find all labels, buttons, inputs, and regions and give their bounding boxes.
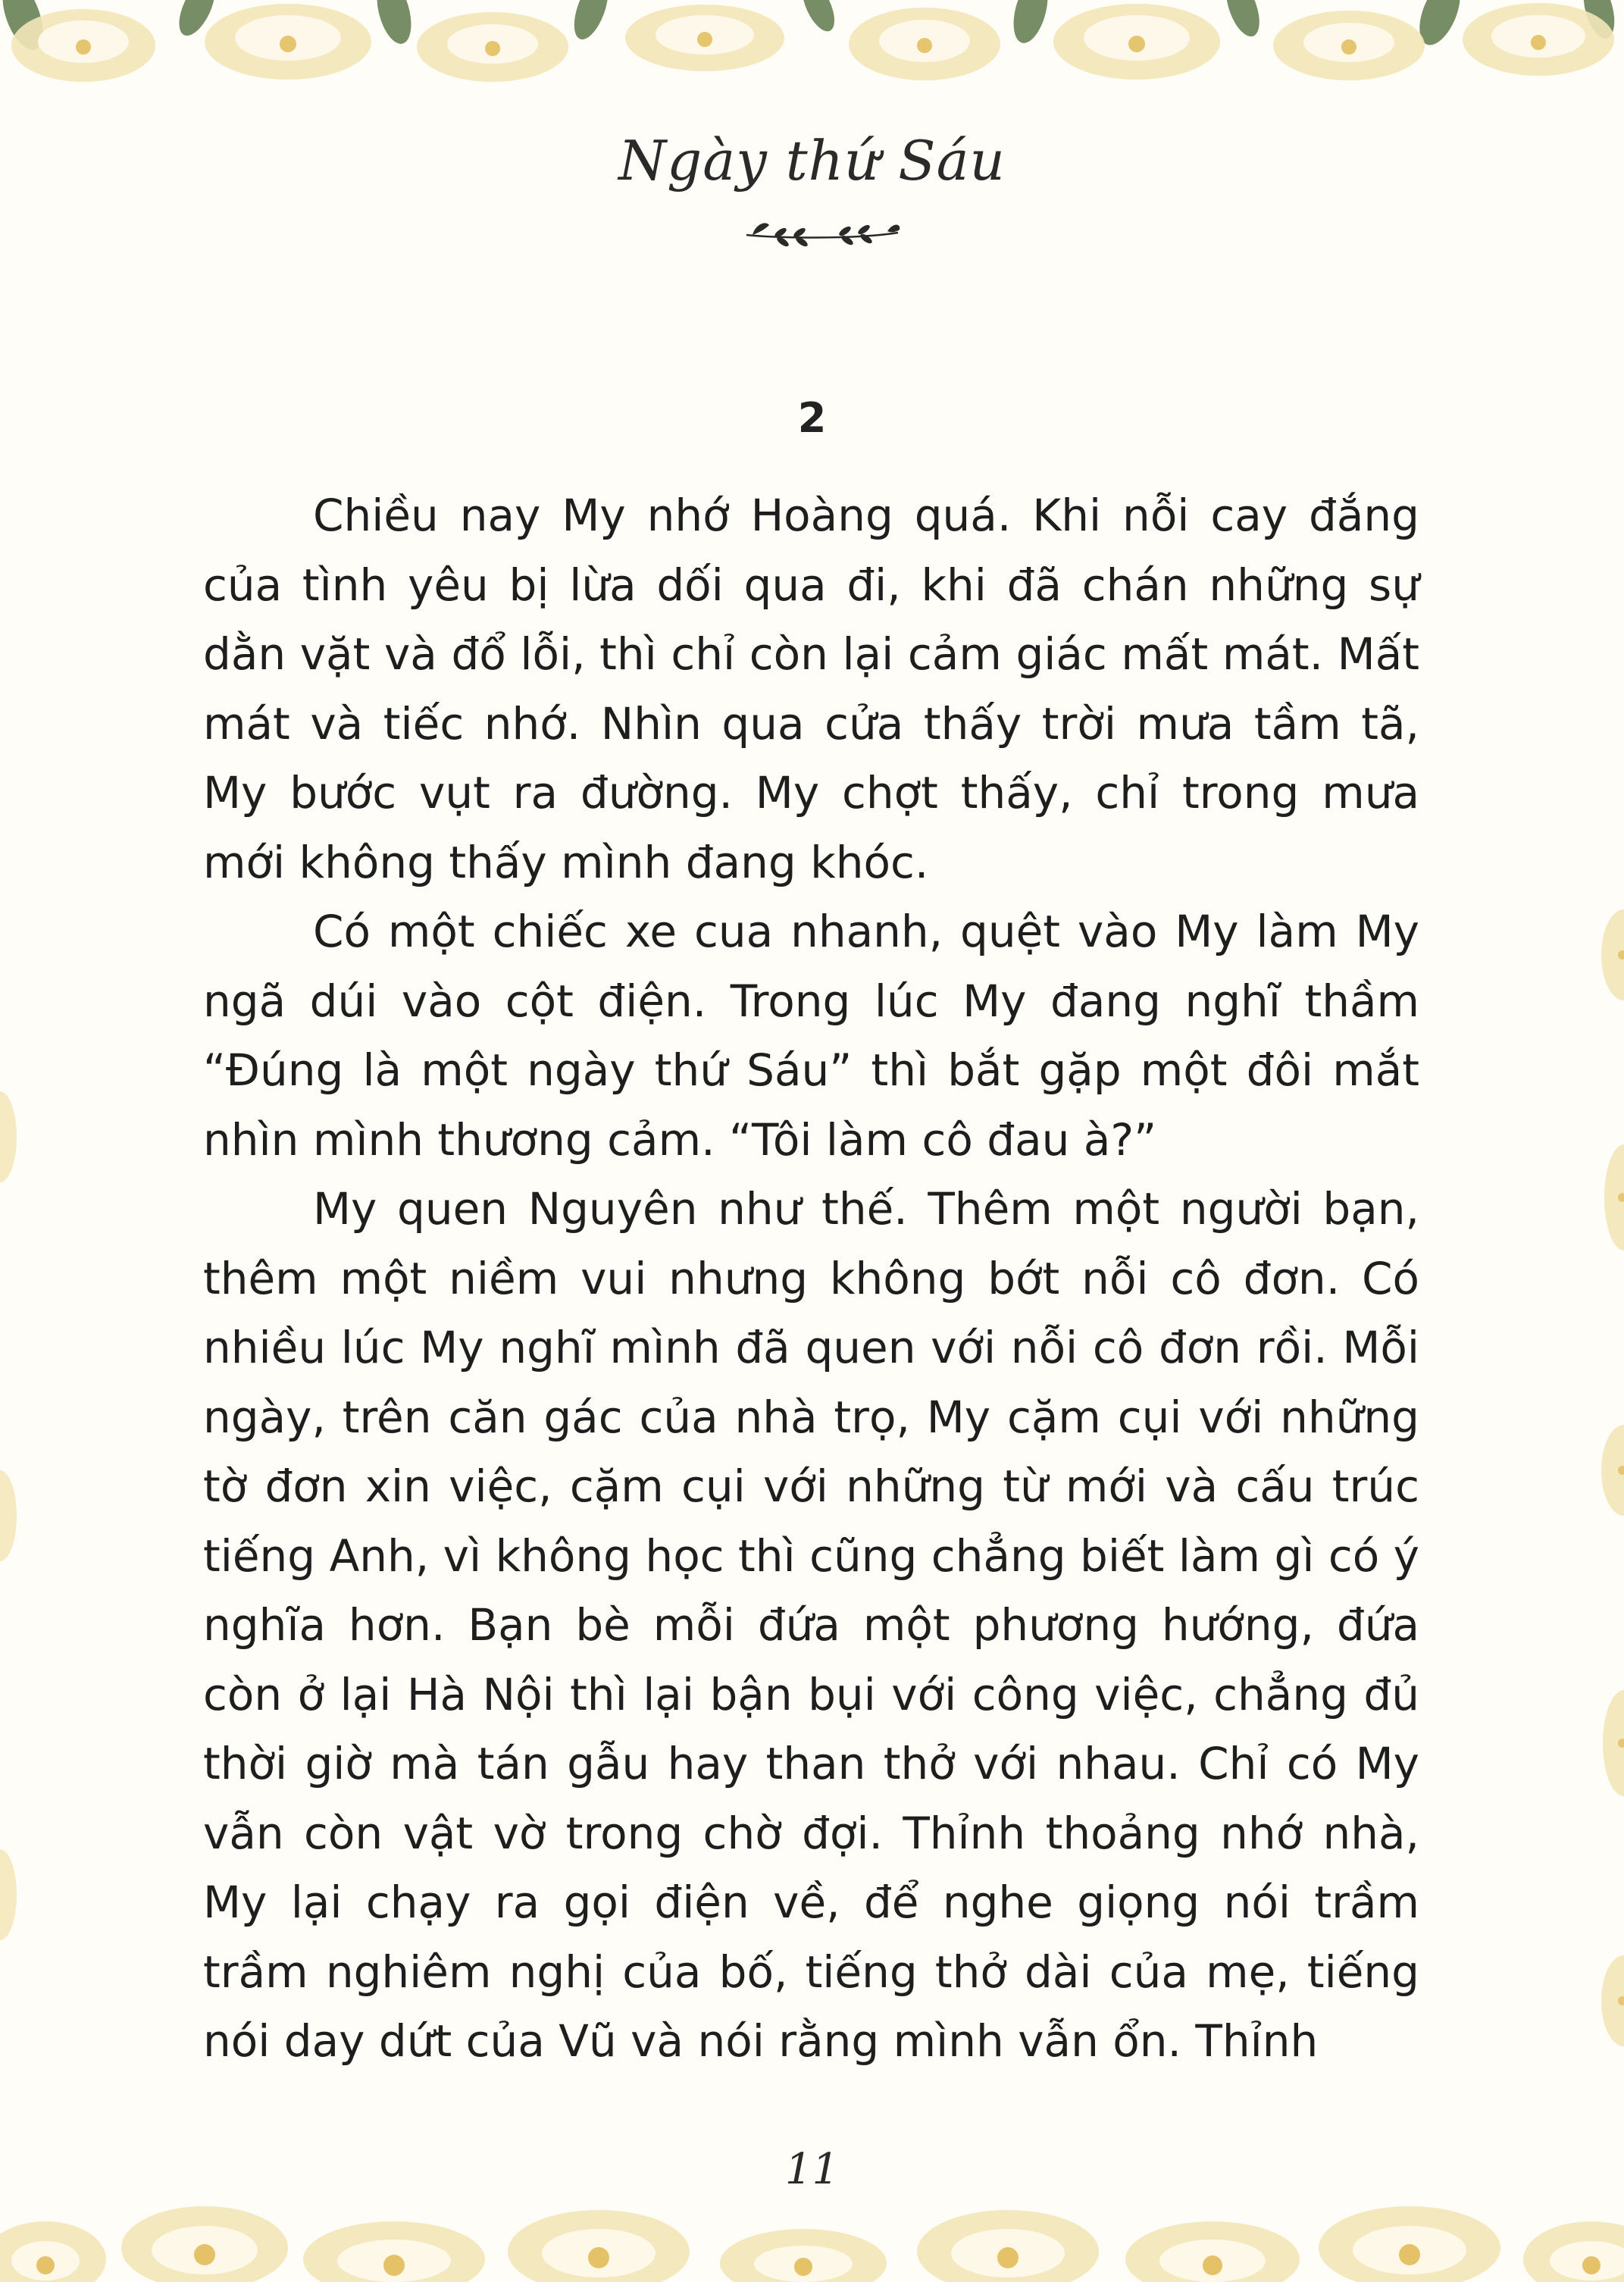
paragraph: Có một chiếc xe cua nhanh, quệt vào My làm My ngã dúi vào cột điện. Trong lúc My đang nghĩ thầm “Đúng là một ngày thứ Sáu” thì bắt gặp một đôi mắt nhìn mình thương cảm. “Tôi làm cô đau à?” [203, 906, 1419, 1166]
paragraph: Chiều nay My nhớ Hoàng quá. Khi nỗi cay đắng của tình yêu bị lừa dối qua đi, khi đã chán những sự dằn vặt và đổ lỗi, thì chỉ còn lại cảm giác mất mát. Mất mát và tiếc nhớ. Nhìn qua cửa thấy trời mưa tầm tã, My bước vụt ra đường. My chợt thấy, chỉ trong mưa mới không thấy mình đang khóc. [203, 490, 1419, 888]
paragraph: My quen Nguyên như thế. Thêm một người bạn, thêm một niềm vui nhưng không bớt nỗi cô đơn. Có nhiều lúc My nghĩ mình đã quen với nỗi cô đơn rồi. Mỗi ngày, trên căn gác của nhà trọ, My cặm cụi với những tờ đơn xin việc, cặm cụi với những từ mới và cấu trúc tiếng Anh, vì không học thì cũng chẳng biết làm gì có ý nghĩa hơn. Bạn bè mỗi đứa một phương hướng, đứa còn ở lại Hà Nội thì lại bận bụi với công việc, chẳng đủ thời giờ mà tán gẫu hay than thở với nhau. Chỉ có My vẫn còn vật vờ trong chờ đợi. Thỉnh thoảng nhớ nhà, My lại chạy ra gọi điện về, để nghe giọng nói trầm trầm nghiêm nghị của bố, tiếng thở dài của mẹ, tiếng nói day dứt của Vũ và nói rằng mình vẫn ổn. Thỉnh [203, 1183, 1419, 2067]
leaf-vine-ornament-icon [739, 216, 906, 254]
body-text [203, 481, 1419, 2077]
running-header-title: Ngày thứ Sáu [618, 129, 1006, 193]
chapter-number: 2 [797, 394, 827, 442]
flower-border-right-icon [1594, 894, 1624, 2183]
white-flower-border-bottom-icon [0, 2176, 1624, 2282]
white-flower-border-top-icon [0, 0, 1624, 99]
page-number: 11 [784, 2145, 840, 2194]
flower-border-left-icon [0, 985, 20, 2122]
